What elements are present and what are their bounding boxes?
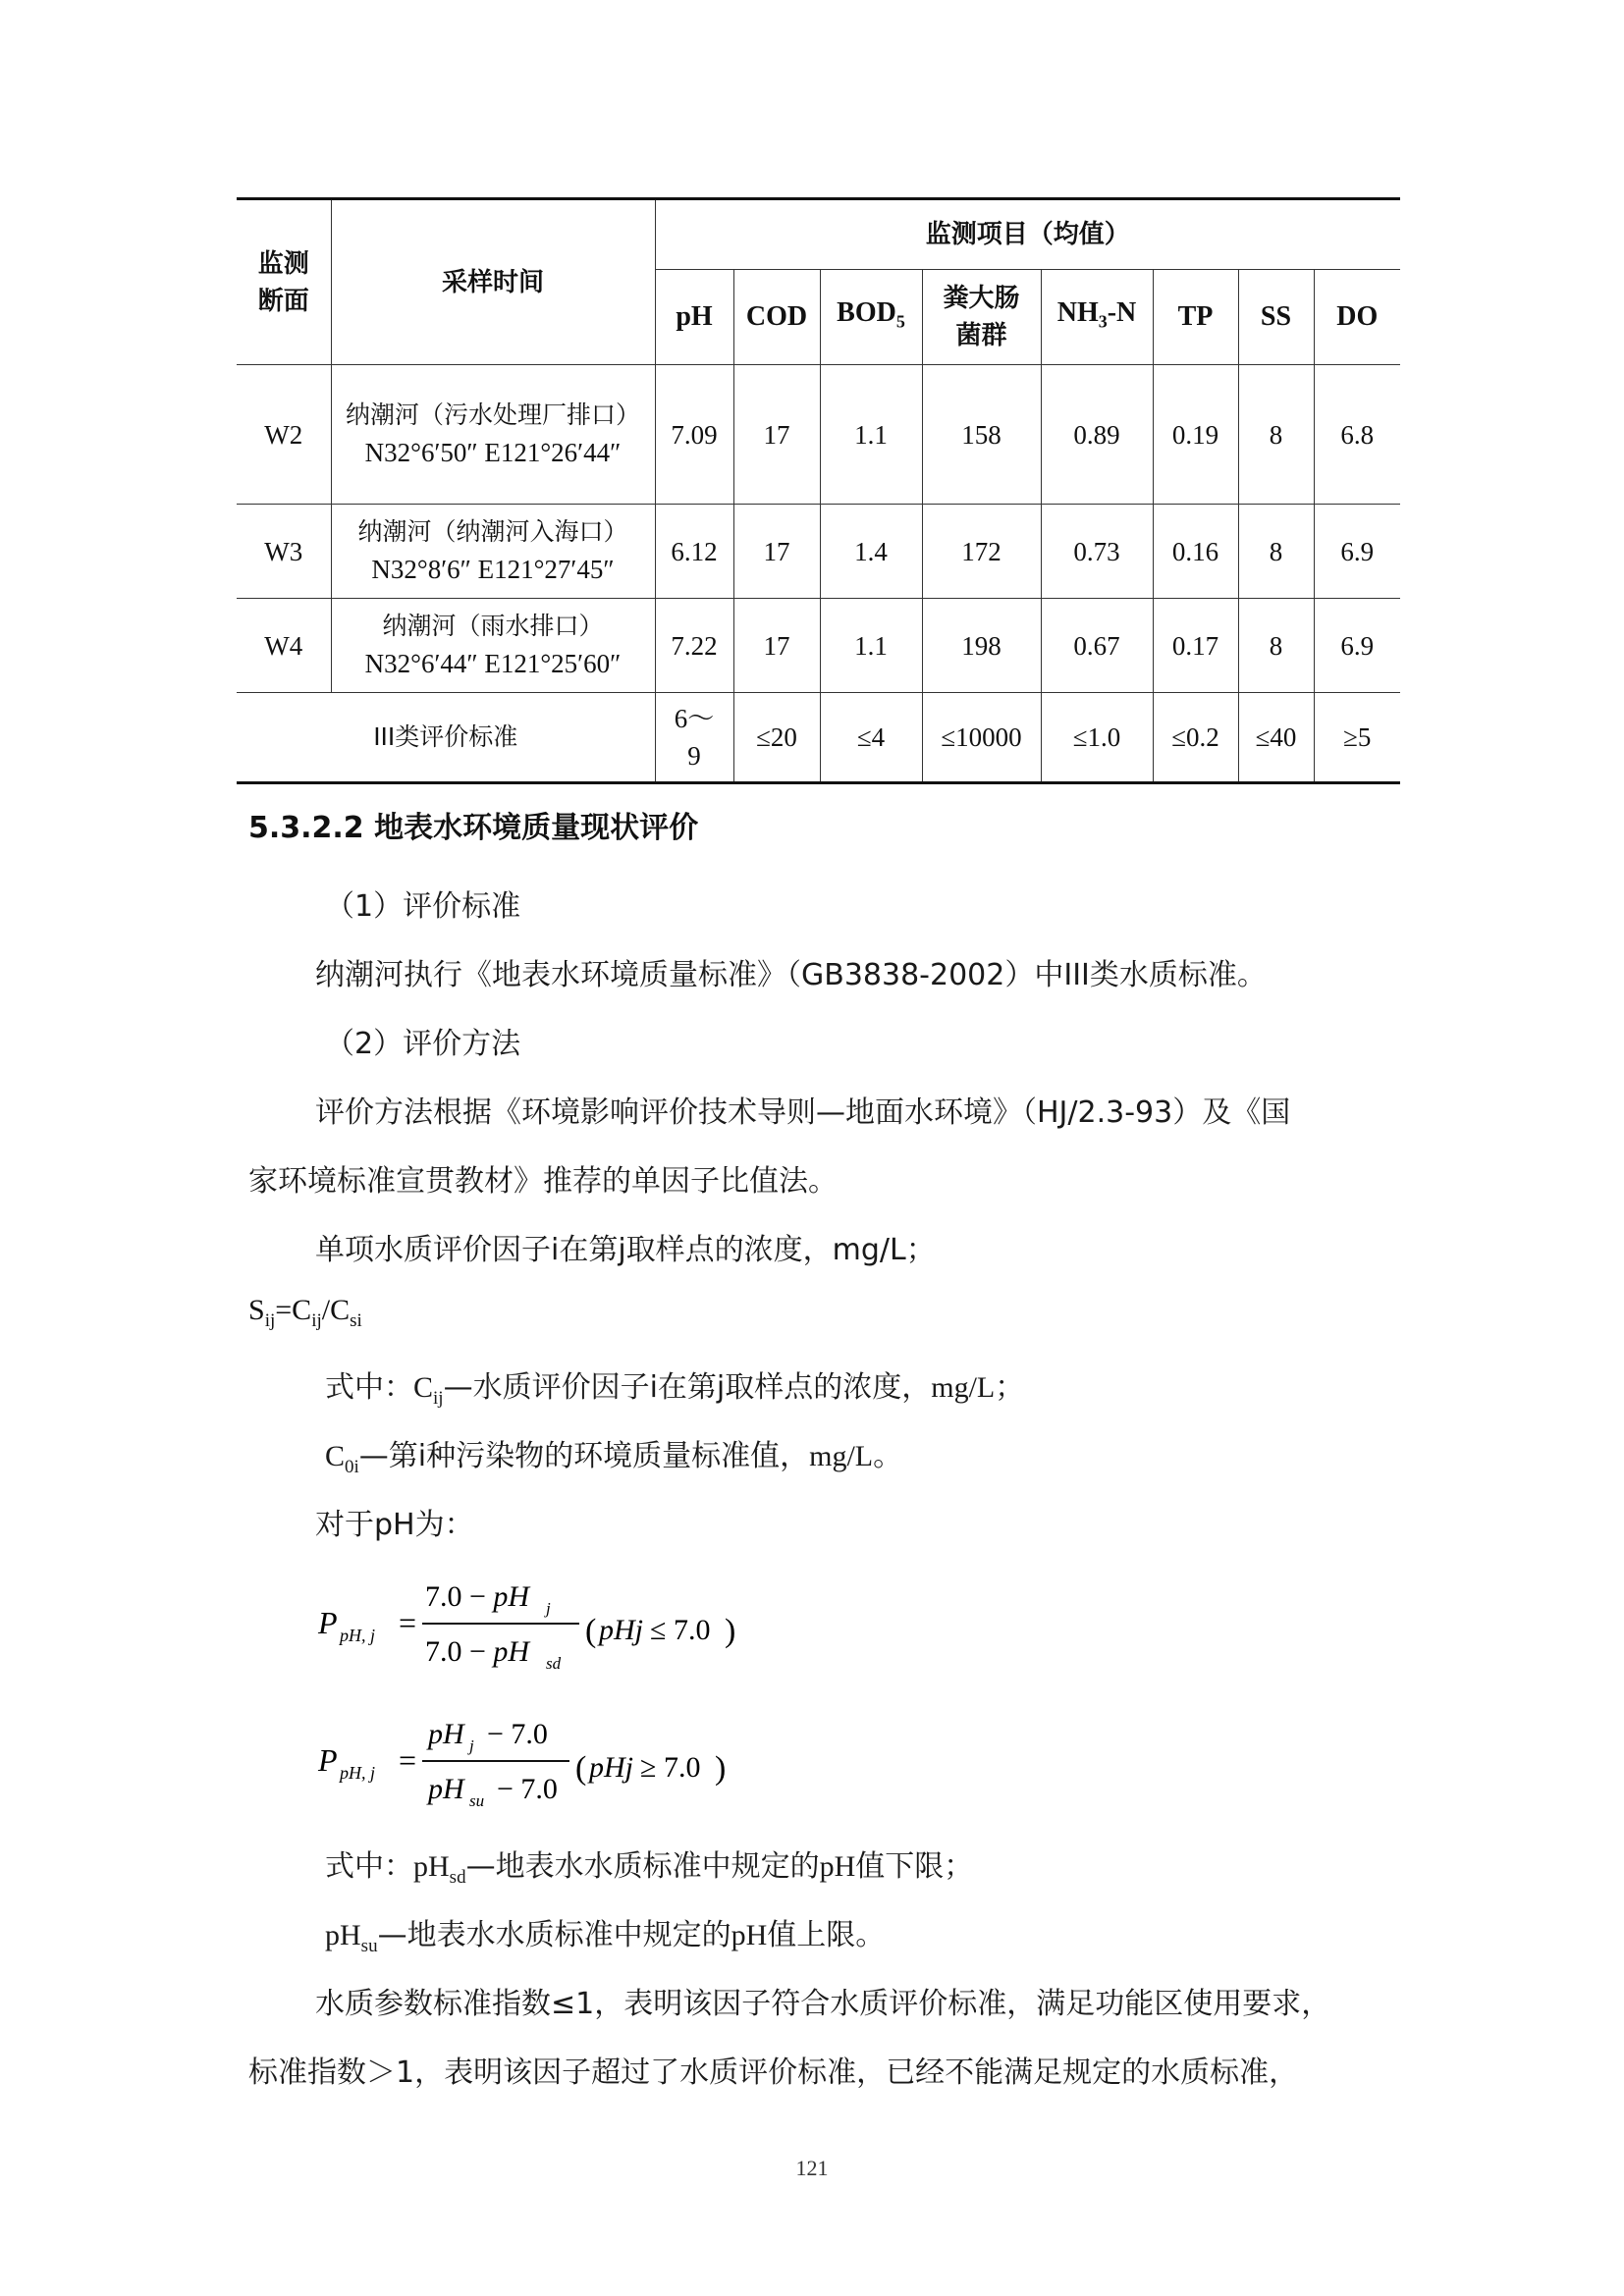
standard-value: 6～ 9	[655, 693, 733, 783]
cell-value: 7.22	[655, 599, 733, 693]
section-heading: 5.3.2.2 地表水环境质量现状评价	[248, 811, 699, 845]
svg-text:P: P	[318, 1605, 338, 1640]
cell-value: 198	[922, 599, 1041, 693]
svg-text:j: j	[469, 1736, 474, 1755]
paragraph-method-line2: 家环境标准宣贯教材》推荐的单因子比值法。	[248, 1164, 838, 1199]
svg-text:pHj: pHj	[589, 1751, 633, 1784]
where-cij: 式中：$C_{ij}—$水质评价因子i在第j取样点的浓度，mg/L；	[325, 1370, 1025, 1409]
where-phsd: 式中：$pH_{sd}—$地表水水质标准中规定的pH值下限；	[325, 1849, 974, 1888]
header-time: 采样时间	[331, 199, 655, 365]
cell-value: 8	[1238, 505, 1314, 599]
param-fecal-coliform: 粪大肠 菌群	[922, 270, 1041, 365]
cell-value: 8	[1238, 365, 1314, 505]
svg-text:=: =	[399, 1742, 417, 1778]
site-coord: N32°8′6″ E121°27′45″	[371, 555, 615, 584]
cell-value: 0.73	[1041, 505, 1153, 599]
table-row	[237, 505, 1400, 599]
cell-value: 17	[733, 505, 820, 599]
standard-row	[237, 693, 1400, 783]
svg-text:): )	[715, 1750, 727, 1787]
cell-value: 0.67	[1041, 599, 1153, 693]
where-c0i: $C_{0i}—$第i种污染物的环境质量标准值，mg/L。	[325, 1439, 903, 1477]
standard-value: ≥5	[1314, 693, 1400, 783]
cell-value: 172	[922, 505, 1041, 599]
page-number: 121	[795, 2156, 829, 2180]
cell-value: 0.89	[1041, 365, 1153, 505]
where-phsu: $pH_{su}—$地表水水质标准中规定的pH值上限。	[325, 1918, 886, 1956]
cell-value: 1.1	[820, 365, 922, 505]
svg-text:j: j	[546, 1599, 551, 1618]
svg-text:P: P	[318, 1742, 338, 1778]
cell-value: 6.8	[1314, 365, 1400, 505]
ph-intro: 对于pH为：	[315, 1508, 474, 1542]
svg-text:− 7.0: − 7.0	[487, 1718, 548, 1750]
row-site	[331, 505, 655, 599]
site-name: 纳潮河（污水处理厂排口）	[345, 400, 640, 429]
row-id: W3	[237, 505, 331, 599]
param-cod: COD	[733, 270, 820, 365]
row-site	[331, 599, 655, 693]
row-id: W4	[237, 599, 331, 693]
param-do: DO	[1314, 270, 1400, 365]
row-site	[331, 365, 655, 505]
paragraph-index-line1: 水质参数标准指数≤1，表明该因子符合水质评价标准，满足功能区使用要求，	[315, 1987, 1331, 2021]
table-row	[237, 365, 1400, 505]
svg-text:pH, j: pH, j	[340, 1626, 375, 1645]
svg-text:7.0 − pH: 7.0 − pH	[425, 1635, 530, 1668]
standard-value: ≤1.0	[1041, 693, 1153, 783]
cell-value: 0.19	[1153, 365, 1238, 505]
svg-text:(: (	[585, 1613, 597, 1649]
standard-label: III类评价标准	[237, 693, 655, 783]
equation-ph-high	[312, 1700, 744, 1818]
standard-value: ≤4	[820, 693, 922, 783]
param-ss: SS	[1238, 270, 1314, 365]
site-coord: N32°6′50″ E121°26′44″	[364, 438, 622, 467]
svg-text:pH: pH	[428, 1718, 464, 1750]
row-id: W2	[237, 365, 331, 505]
subheading-standard: （1）评价标准	[325, 889, 521, 924]
cell-value: 6.9	[1314, 505, 1400, 599]
standard-value: ≤20	[733, 693, 820, 783]
paragraph-standard: 纳潮河执行《地表水环境质量标准》（GB3838-2002）中III类水质标准。	[315, 958, 1267, 992]
cell-value: 17	[733, 365, 820, 505]
svg-text:): )	[725, 1613, 736, 1649]
subheading-method: （2）评价方法	[325, 1027, 521, 1061]
standard-value: ≤40	[1238, 693, 1314, 783]
cell-value: 8	[1238, 599, 1314, 693]
param-nh3n: $NH_3-N$	[1041, 270, 1153, 365]
cell-value: 1.4	[820, 505, 922, 599]
cell-value: 17	[733, 599, 820, 693]
svg-text:7.0 − pH: 7.0 − pH	[425, 1580, 530, 1613]
svg-text:≥ 7.0: ≥ 7.0	[640, 1751, 701, 1784]
site-coord: N32°6′44″ E121°25′60″	[364, 649, 622, 678]
formula-sij: $S_{ij}=C_{ij}/C_{si}$	[248, 1294, 362, 1331]
cell-value: 1.1	[820, 599, 922, 693]
cell-value: 0.16	[1153, 505, 1238, 599]
svg-text:=: =	[399, 1605, 417, 1640]
header-site: 监测 断面	[237, 199, 331, 365]
param-tp: TP	[1153, 270, 1238, 365]
site-name: 纳潮河（纳潮河入海口）	[357, 517, 628, 546]
svg-text:(: (	[575, 1750, 587, 1787]
cell-value: 7.09	[655, 365, 733, 505]
table-row	[237, 599, 1400, 693]
svg-text:su: su	[469, 1791, 485, 1810]
svg-text:− 7.0: − 7.0	[497, 1773, 558, 1805]
standard-value: ≤10000	[922, 693, 1041, 783]
paragraph-concentration: 单项水质评价因子i在第j取样点的浓度，mg/L；	[315, 1233, 936, 1267]
cell-value: 6.12	[655, 505, 733, 599]
monitoring-table	[237, 197, 1400, 784]
cell-value: 0.17	[1153, 599, 1238, 693]
param-bod5: $BOD_5$	[820, 270, 922, 365]
param-ph: pH	[655, 270, 733, 365]
svg-text:pH, j: pH, j	[340, 1763, 375, 1783]
paragraph-method-line1: 评价方法根据《环境影响评价技术导则—地面水环境》（HJ/2.3-93）及《国	[315, 1095, 1291, 1130]
header-items: 监测项目（均值）	[655, 199, 1400, 270]
svg-text:pH: pH	[428, 1773, 464, 1805]
equation-ph-low	[312, 1563, 744, 1681]
standard-value: ≤0.2	[1153, 693, 1238, 783]
paragraph-index-line2: 标准指数＞1，表明该因子超过了水质评价标准，已经不能满足规定的水质标准，	[248, 2056, 1299, 2090]
svg-text:sd: sd	[546, 1654, 562, 1673]
svg-text:pHj: pHj	[599, 1614, 643, 1646]
svg-text:≤ 7.0: ≤ 7.0	[650, 1614, 711, 1646]
site-name: 纳潮河（雨水排口）	[382, 612, 604, 640]
cell-value: 158	[922, 365, 1041, 505]
cell-value: 6.9	[1314, 599, 1400, 693]
